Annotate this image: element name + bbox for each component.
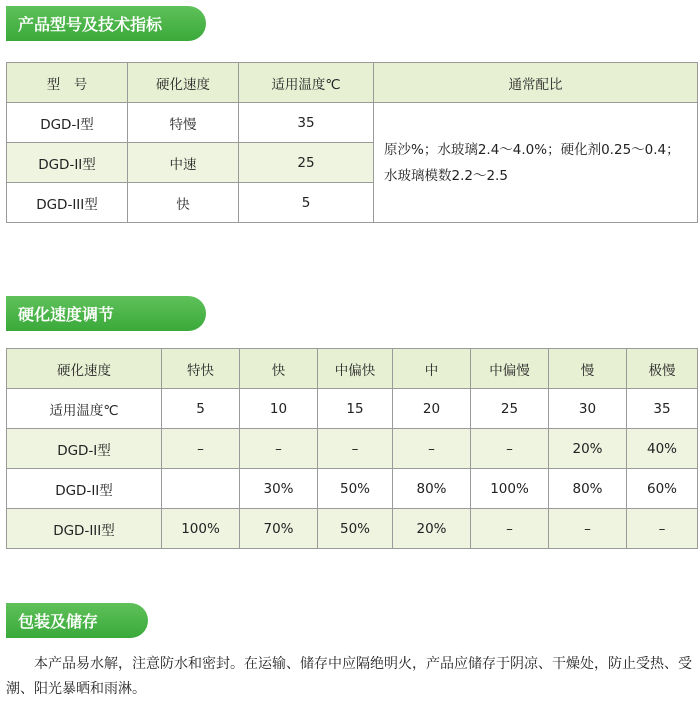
speed-header-cell: 中偏慢 [471,349,549,389]
speed-cell [162,469,240,509]
speed-cell: 70% [240,509,318,549]
speed-cell: 40% [627,429,698,469]
speed-header-cell: 特快 [162,349,240,389]
speed-cell: 100% [162,509,240,549]
specs-header-temp: 适用温度℃ [239,63,374,103]
speed-table [6,348,698,549]
table-row [7,389,698,429]
speed-header-cell: 极慢 [627,349,698,389]
table-row [7,509,698,549]
specs-header-ratio: 通常配比 [374,63,698,103]
speed-cell: – [318,429,393,469]
specs-model: DGD-III型 [7,183,128,223]
table-row [7,429,698,469]
speed-section-title: 硬化速度调节 [6,296,206,331]
speed-header-cell: 硬化速度 [7,349,162,389]
specs-temp: 5 [239,183,374,223]
speed-row-label: DGD-II型 [7,469,162,509]
table-row [7,469,698,509]
speed-cell: – [471,429,549,469]
speed-row-label: DGD-I型 [7,429,162,469]
speed-cell: – [627,509,698,549]
specs-model: DGD-II型 [7,143,128,183]
speed-cell: – [471,509,549,549]
table-row [7,103,698,143]
speed-cell: – [549,509,627,549]
specs-header-row [7,63,698,103]
specs-header-speed: 硬化速度 [128,63,239,103]
specs-speed: 特慢 [128,103,239,143]
speed-cell: 30 [549,389,627,429]
speed-cell: 20% [549,429,627,469]
speed-cell: 20% [393,509,471,549]
specs-header-model: 型 号 [7,63,128,103]
specs-model: DGD-I型 [7,103,128,143]
speed-cell: – [393,429,471,469]
speed-cell: 50% [318,469,393,509]
storage-paragraph: 本产品易水解，注意防水和密封。在运输、储存中应隔绝明火，产品应储存于阴凉、干燥处，防止受热、受潮、阳光暴晒和雨淋。 [6,656,692,697]
speed-cell: 15 [318,389,393,429]
speed-cell: 5 [162,389,240,429]
storage-section-title: 包装及储存 [6,603,148,638]
specs-ratio-cell [374,103,698,223]
speed-cell: 30% [240,469,318,509]
speed-header-cell: 慢 [549,349,627,389]
specs-section-title: 产品型号及技术指标 [6,6,206,41]
speed-cell: 80% [549,469,627,509]
specs-ratio-line2: 水玻璃模数2.2～2.5 [384,167,508,184]
speed-cell: 25 [471,389,549,429]
specs-temp: 25 [239,143,374,183]
speed-cell: 80% [393,469,471,509]
speed-cell: 100% [471,469,549,509]
specs-temp: 35 [239,103,374,143]
speed-row-label: DGD-III型 [7,509,162,549]
specs-speed: 中速 [128,143,239,183]
speed-cell: 35 [627,389,698,429]
speed-row-label: 适用温度℃ [7,389,162,429]
speed-header-row [7,349,698,389]
speed-header-cell: 快 [240,349,318,389]
speed-cell: 50% [318,509,393,549]
specs-ratio-line1: 原沙%；水玻璃2.4～4.0%；硬化剂0.25～0.4； [384,141,680,158]
speed-cell: – [240,429,318,469]
speed-cell: 60% [627,469,698,509]
speed-cell: 10 [240,389,318,429]
speed-cell: 20 [393,389,471,429]
speed-header-cell: 中 [393,349,471,389]
speed-cell: – [162,429,240,469]
specs-table [6,62,698,223]
speed-header-cell: 中偏快 [318,349,393,389]
specs-speed: 快 [128,183,239,223]
